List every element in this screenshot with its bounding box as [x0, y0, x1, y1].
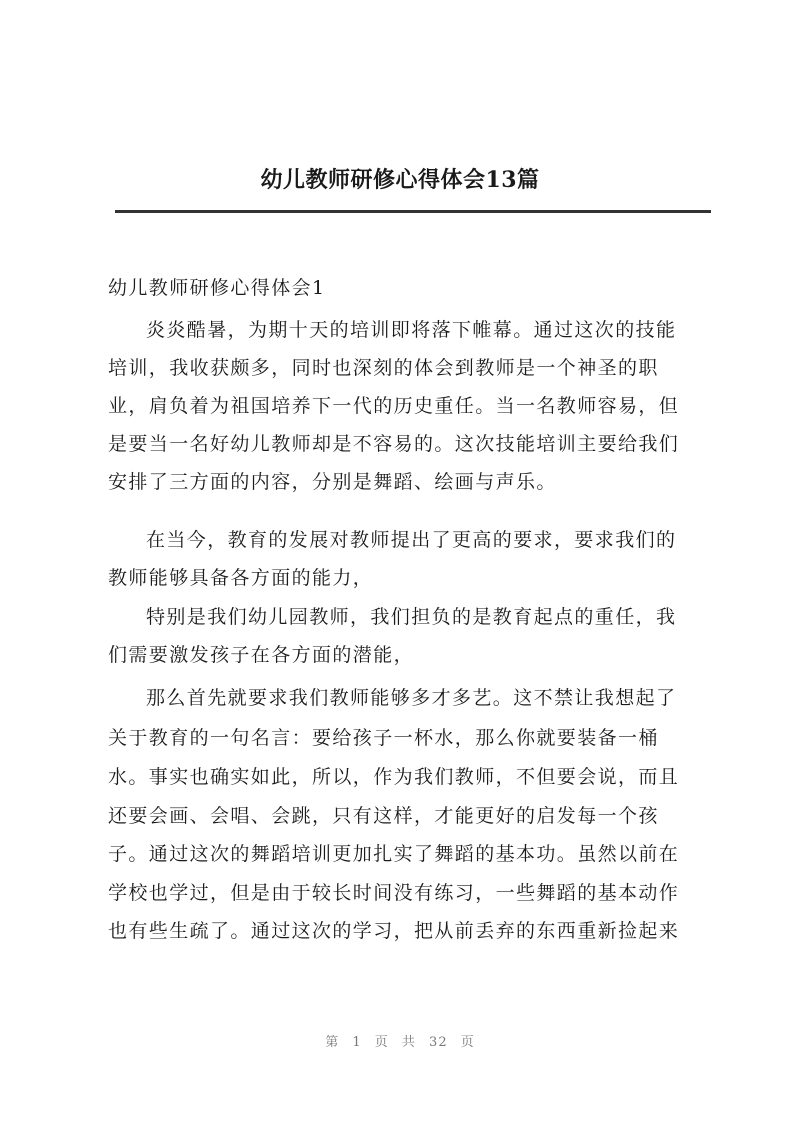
text-line: 是要当一名好幼儿教师却是不容易的。这次技能培训主要给我们: [108, 433, 680, 455]
text-line: 炎炎酷暑，为期十天的培训即将落下帷幕。通过这次的技能: [146, 319, 677, 341]
text-line: 也有些生疏了。通过这次的学习，把从前丢弃的东西重新捡起来: [108, 920, 680, 942]
text-line: 子。通过这次的舞蹈培训更加扎实了舞蹈的基本功。虽然以前在: [108, 843, 680, 865]
text-line: 业，肩负着为祖国培养下一代的历史重任。当一名教师容易，但: [108, 395, 680, 417]
text-line: 关于教育的一句名言：要给孩子一杯水，那么你就要装备一桶: [108, 727, 659, 749]
text-line: 教师能够具备各方面的能力，: [108, 567, 374, 589]
text-line: 培训，我收获颇多，同时也深刻的体会到教师是一个神圣的职: [108, 357, 659, 379]
title-divider: [115, 210, 711, 213]
text-line: 那么首先就要求我们教师能够多才多艺。这不禁让我想起了: [146, 687, 677, 709]
text-line: 水。事实也确实如此，所以，作为我们教师，不但要会说，而且: [108, 766, 680, 788]
text-line: 在当今，教育的发展对教师提出了更高的要求，要求我们的: [146, 529, 677, 551]
document-title: 幼儿教师研修心得体会13篇: [260, 167, 540, 193]
section-heading: 幼儿教师研修心得体会1: [108, 277, 326, 299]
text-line: 们需要激发孩子在各方面的潜能，: [108, 644, 415, 666]
text-line: 学校也学过，但是由于较长时间没有练习，一些舞蹈的基本动作: [108, 882, 680, 904]
page-footer: 第 1 页 共 32 页: [325, 1035, 475, 1050]
text-line: 还要会画、会唱、会跳，只有这样，才能更好的启发每一个孩: [108, 805, 659, 827]
text-line: 特别是我们幼儿园教师，我们担负的是教育起点的重任，我: [146, 606, 677, 628]
text-line: 安排了三方面的内容，分别是舞蹈、绘画与声乐。: [108, 471, 557, 493]
